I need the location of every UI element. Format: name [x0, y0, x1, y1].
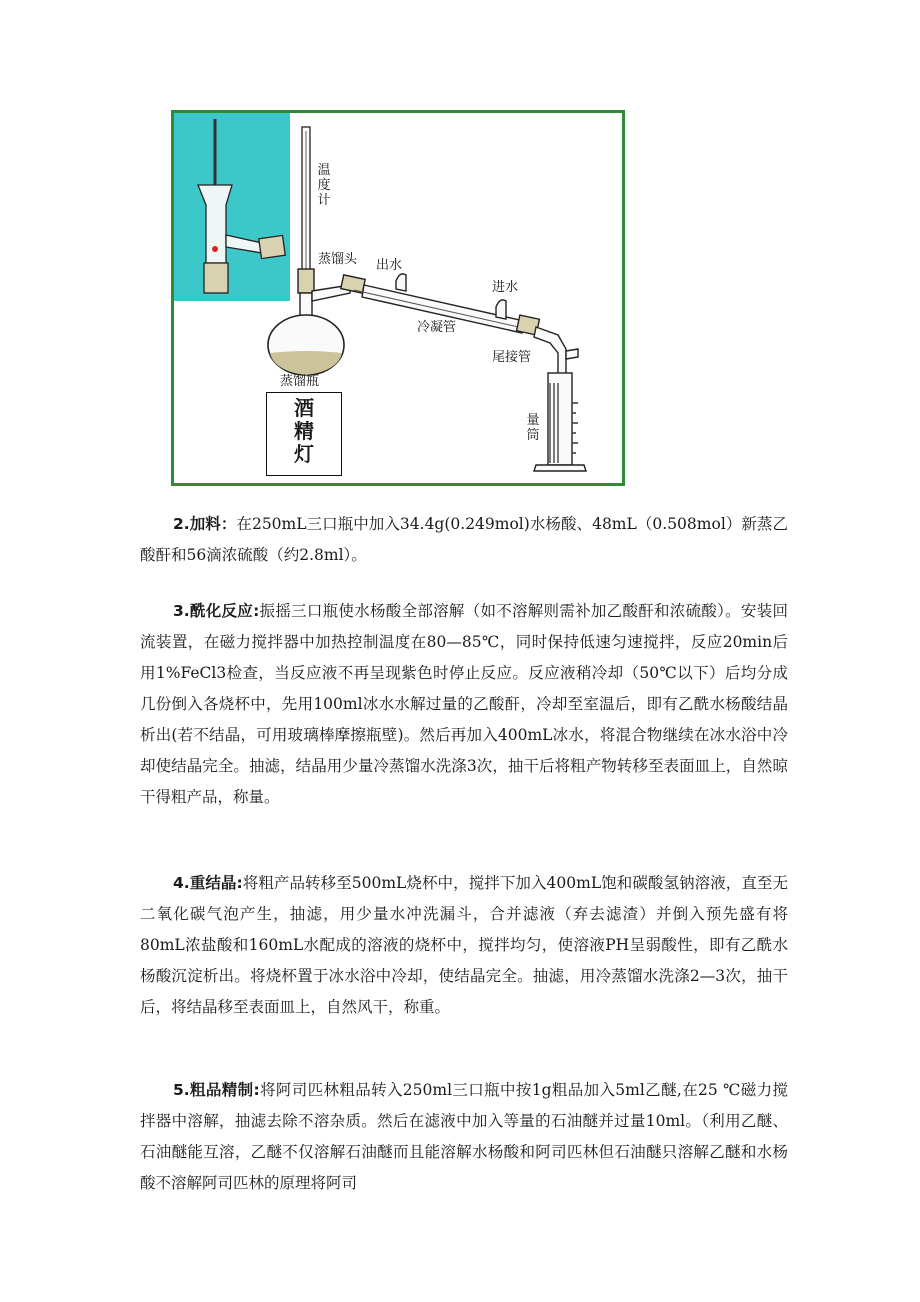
round-bottom-flask	[268, 315, 344, 375]
step-acylation	[140, 596, 788, 813]
step-text: 将粗产品转移至500mL烧杯中，搅拌下加入400mL饱和碳酸氢钠溶液，直至无二氧化碳气泡产生，抽滤，用少量水冲洗漏斗，合并滤液（弃去滤渣）并倒入预先盛有将80mL浓盐酸和160mL水配成的溶液的烧杯中，搅拌均匀，使溶液PH呈弱酸性，即有乙酰水杨酸沉淀析出。将烧杯置于冰水浴中冷却，使结晶完全。抽滤，用冷蒸馏水洗涤2—3次，抽干后，将结晶移至表面皿上，自然风干，称重。	[140, 874, 789, 1016]
inset-panel	[174, 113, 290, 301]
label-condenser: 冷凝管	[417, 320, 457, 335]
thermometer	[302, 127, 310, 275]
step-text: 振摇三口瓶使水杨酸全部溶解（如不溶解则需补加乙酸酐和浓硫酸）。安装回流装置，在磁力搅拌器中加热控制温度在80—85℃，同时保持低速匀速搅拌，反应20min后用1%FeCl3检查，当反应液不再呈现紫色时停止反应。反应液稍冷却（50℃以下）后均分成几份倒入各烧杯中，先用100ml冰水水解过量的乙酸酐，冷却至室温后，即有乙酰水杨酸结晶析出(若不结晶，可用玻璃棒摩擦瓶壁)。然后再加入400mL冰水，将混合物继续在冰水浴中冷却使结晶完全。抽滤，结晶用少量冷蒸馏水洗涤3次，抽干后将粗产物转移至表面皿上，自然晾干得粗产品，称量。	[140, 602, 788, 806]
step-text: 在250mL三口瓶中加入34.4g(0.249mol)水杨酸、48mL（0.508mol）新蒸乙酸酐和56滴浓硫酸（约2.8ml）。	[140, 515, 788, 564]
step-title: 3.酰化反应:	[173, 602, 260, 620]
step-text: 将阿司匹林粗品转入250ml三口瓶中按1g粗品加入5ml乙醚,在25 ℃磁力搅拌器中溶解，抽滤去除不溶杂质。然后在滤液中加入等量的石油醚并过量10ml。（利用乙醚、石油醚能互溶，乙醚不仅溶解石油醚而且能溶解水杨酸和阿司匹林但石油醚只溶解乙醚和水杨酸不溶解阿司匹林的原理将阿司	[140, 1081, 788, 1192]
alcohol-lamp	[266, 392, 342, 476]
label-distill-head: 蒸馏头	[318, 252, 358, 267]
step-title: 5.粗品精制:	[173, 1081, 260, 1099]
distillation-apparatus-figure	[171, 110, 625, 486]
apparatus-drawing	[174, 113, 625, 486]
label-thermometer: 温度计	[317, 163, 331, 208]
step-recrystallization	[140, 868, 788, 1023]
step-title: 2.加料：	[173, 515, 237, 533]
step-refinement	[140, 1075, 788, 1199]
step-title: 4.重结晶:	[173, 874, 243, 892]
distilling-head	[298, 269, 350, 317]
graduated-cylinder	[534, 373, 586, 471]
label-cylinder: 量筒	[526, 413, 540, 443]
label-flask: 蒸馏瓶	[280, 374, 320, 389]
label-alcohol-lamp: 酒精灯	[294, 396, 314, 466]
step-charging	[140, 509, 788, 571]
label-water-out: 出水	[376, 258, 403, 273]
label-water-in: 进水	[492, 280, 519, 295]
thermometer-bulb-dot	[212, 246, 218, 252]
label-adapter: 尾接管	[492, 350, 532, 365]
